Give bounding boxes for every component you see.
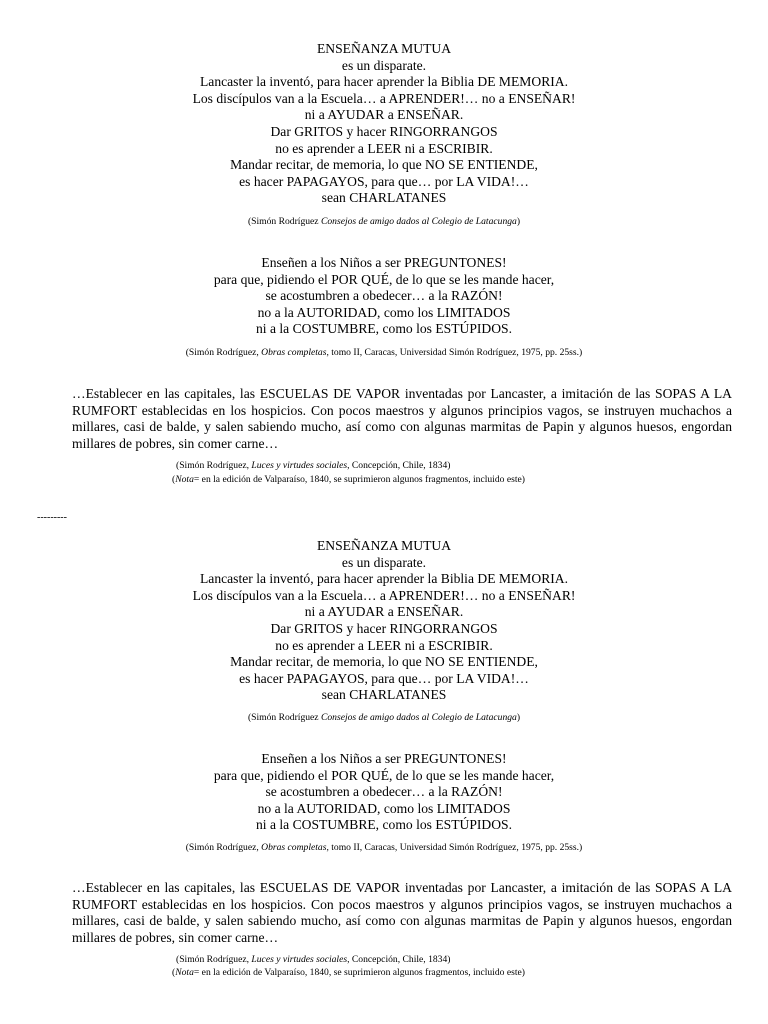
poem-line: Enseñen a los Niños a ser PREGUNTONES!: [261, 255, 507, 270]
prose-escuelas-de-vapor-2: …Establecer en las capitales, las ESCUELAS DE VAPOR inventadas por Lancaster, a imitación de las SOPAS A LA RUMFORT establecidas en los hospicios. Con pocos maestros y algunos principios vagos, se instruyen muchachos a millares, casi de balde, y salen sabiendo mucho, así como con algunas marmitas de Papin y algunos huesos, engordan millares de pobres, sin comer carne…: [72, 880, 732, 945]
poem-line: se acostumbren a obedecer… a la RAZÓN!: [265, 288, 503, 304]
poem-line: ni a AYUDAR a ENSEÑAR.: [304, 604, 464, 620]
poem-line: ENSEÑANZA MUTUA: [316, 41, 452, 56]
poem-line: no es aprender a LEER ni a ESCRIBIR.: [275, 637, 493, 653]
poem-line: sean CHARLATANES: [321, 190, 447, 206]
poem-line: se acostumbren a obedecer… a la RAZÓN!: [265, 784, 503, 800]
poem-line: ni a la COSTUMBRE, como los ESTÚPIDOS.: [255, 321, 513, 337]
poem-line: Mandar recitar, de memoria, lo que NO SE ENTIENDE,: [230, 654, 538, 670]
prose-escuelas-de-vapor-1: …Establecer en las capitales, las ESCUELAS DE VAPOR inventadas por Lancaster, a imitación de las SOPAS A LA RUMFORT establecidas en los hospicios. Con pocos maestros y algunos principios vagos, se instruyen muchachos a millares, casi de balde, y salen sabiendo mucho, así como con algunas marmitas de Papin y algunos huesos, engordan millares de pobres, sin comer carne…: [72, 386, 732, 451]
separator-line: ---------: [37, 512, 67, 523]
poem-line: Mandar recitar, de memoria, lo que NO SE ENTIENDE,: [230, 157, 538, 173]
note-valparaiso-2: (Nota= en la edición de Valparaíso, 1840, se suprimieron algunos fragmentos, incluido este): [172, 967, 525, 978]
poem-line: Dar GRITOS y hacer RINGORRANGOS: [270, 123, 498, 139]
poem-line: Lancaster la inventó, para hacer aprender la Biblia DE MEMORIA.: [199, 74, 569, 90]
poem-line: es un disparate.: [341, 57, 427, 73]
poem-ensenanza-mutua-2: [0, 538, 768, 704]
poem-line: es hacer PAPAGAYOS, para que… por LA VIDA!…: [239, 173, 529, 189]
poem-line: no a la AUTORIDAD, como los LIMITADOS: [257, 304, 511, 320]
citation-consejos-2: (Simón Rodríguez Consejos de amigo dados al Colegio de Latacunga): [247, 712, 521, 723]
note-valparaiso-1: (Nota= en la edición de Valparaíso, 1840, se suprimieron algunos fragmentos, incluido este): [172, 474, 525, 485]
poem-line: Lancaster la inventó, para hacer aprender la Biblia DE MEMORIA.: [199, 571, 569, 587]
citation-obras-completas-1: (Simón Rodríguez, Obras completas, tomo II, Caracas, Universidad Simón Rodríguez, 1975, pp. 25ss.): [185, 347, 583, 358]
poem-line: ni a la COSTUMBRE, como los ESTÚPIDOS.: [255, 817, 513, 833]
poem-preguntones-1: [0, 255, 768, 338]
poem-preguntones-2: [0, 751, 768, 834]
poem-line: para que, pidiendo el POR QUÉ, de lo que se les mande hacer,: [213, 767, 555, 783]
poem-line: es un disparate.: [341, 554, 427, 570]
poem-line: ni a AYUDAR a ENSEÑAR.: [304, 107, 464, 123]
citation-consejos-1: (Simón Rodríguez Consejos de amigo dados al Colegio de Latacunga): [247, 216, 521, 227]
poem-line: sean CHARLATANES: [321, 687, 447, 703]
citation-obras-completas-2: (Simón Rodríguez, Obras completas, tomo II, Caracas, Universidad Simón Rodríguez, 1975, pp. 25ss.): [185, 842, 583, 853]
poem-line: es hacer PAPAGAYOS, para que… por LA VIDA!…: [239, 670, 529, 686]
poem-line: no a la AUTORIDAD, como los LIMITADOS: [257, 800, 511, 816]
citation-luces-2: (Simón Rodríguez, Luces y virtudes sociales, Concepción, Chile, 1834): [176, 954, 451, 965]
poem-ensenanza-mutua-1: [0, 41, 768, 207]
poem-line: Los discípulos van a la Escuela… a APRENDER!… no a ENSEÑAR!: [192, 587, 576, 603]
poem-line: no es aprender a LEER ni a ESCRIBIR.: [275, 140, 493, 156]
citation-luces-1: (Simón Rodríguez, Luces y virtudes sociales, Concepción, Chile, 1834): [176, 460, 451, 471]
poem-line: ENSEÑANZA MUTUA: [316, 538, 452, 553]
poem-line: para que, pidiendo el POR QUÉ, de lo que se les mande hacer,: [213, 271, 555, 287]
poem-line: Enseñen a los Niños a ser PREGUNTONES!: [261, 751, 507, 766]
poem-line: Dar GRITOS y hacer RINGORRANGOS: [270, 620, 498, 636]
poem-line: Los discípulos van a la Escuela… a APRENDER!… no a ENSEÑAR!: [192, 90, 576, 106]
